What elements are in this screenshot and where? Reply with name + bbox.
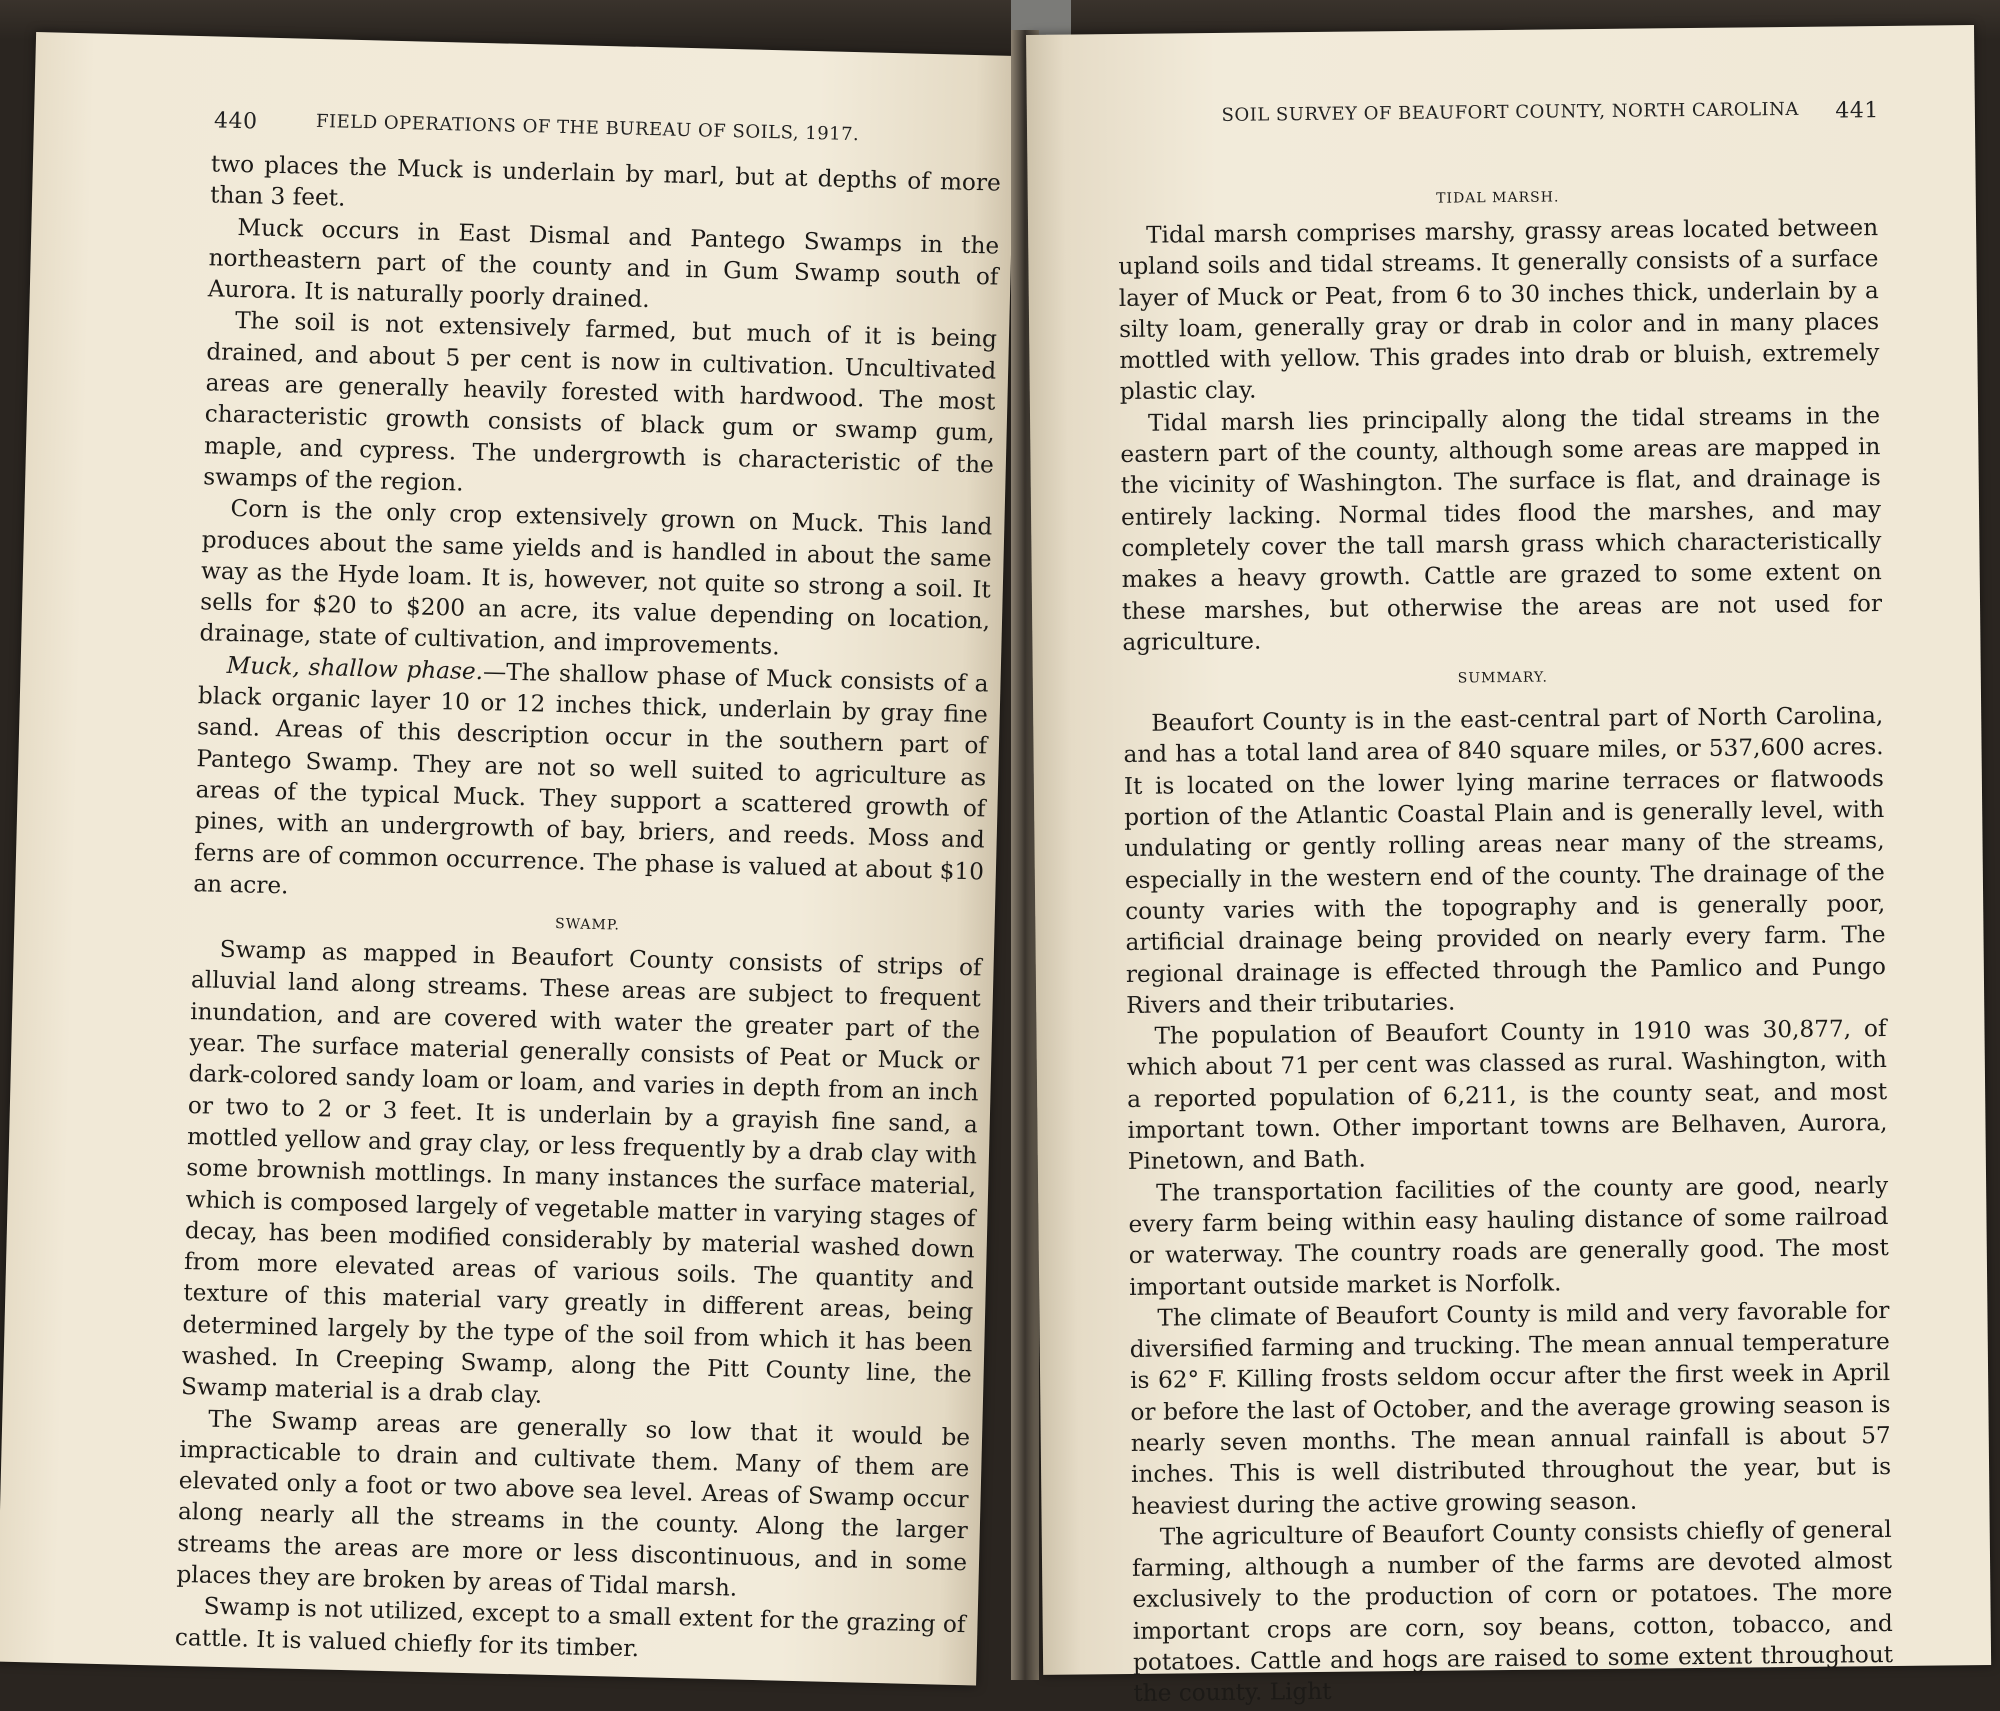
right-page-header [1027, 97, 1975, 137]
right-page-body [1118, 184, 1894, 1710]
paragraph: The climate of Beaufort County is mild and very favorable for diversified farming and trucking. The mean annual temperature is 62° F. Killing frosts seldom occur after the first week in April or before the last of October, and the average growing season is nearly seven months. The mean annual rainfall is about 57 inches. This is well distributed throughout the year, but is heaviest during the active growing season. [1129, 1296, 1892, 1520]
section-heading-swamp: SWAMP. [554, 916, 621, 934]
paragraph: The agriculture of Beaufort County consists chiefly of general farming, although a number of the farms are devoted almost exclusively to the production of corn or potatoes. The more important crops are corn, soy beans, cotton, tobacco, and potatoes. Cattle and hogs are raised to some extent throughout the county. Light [1131, 1515, 1894, 1708]
running-head-right: SOIL SURVEY OF BEAUFORT COUNTY, NORTH CAROLINA [1221, 98, 1799, 126]
paragraph: The transportation facilities of the county are good, nearly every farm being within easy hauling distance of some railroad or waterway. The country roads are generally good. The most important outside market is Norfolk. [1128, 1171, 1889, 1301]
paragraph: Beaufort County is in the east-central part of North Carolina, and has a total land area of 840 square miles, or 537,600 acres. It is located on the lower lying marine terraces or flatwoods portion of the Atlantic Coastal Plain and is generally level, with undulating or gently rolling areas near many of the streams, especially in the western end of the county. The drainage of the county varies with the topography and is generally poor, artificial drainage being provided on nearly every farm. The regional drainage is effected through the Pamlico and Pungo Rivers and their tributaries. [1123, 702, 1886, 1019]
paragraph: Tidal marsh lies principally along the tidal streams in the eastern part of the county, although some areas are mapped in the vicinity of Washington. The surface is flat, and drainage is entirely lacking. Normal tides flood the marshes, and may completely cover the tall marsh grass which characteristically makes a heavy growth. Cattle are grazed to some extent on these marshes, but otherwise the areas are not used for agriculture. [1120, 401, 1883, 656]
open-book [36, 30, 1974, 1708]
section-heading-summary: SUMMARY. [1457, 669, 1548, 687]
section-heading-tidal-marsh: TIDAL MARSH. [1436, 189, 1560, 207]
left-page [0, 32, 1016, 1685]
page-number-left: 440 [213, 108, 258, 135]
paragraph: Corn is the only crop extensively grown on Muck. This land produces about the same yields and is handled in about the same way as the Hyde loam. It is, however, not quite so strong a soil. It sells for $20 to $200 an acre, its value depending on location, drainage, state of cultivation, and improvements. [199, 495, 993, 661]
right-page [1026, 25, 1991, 1708]
page-number-right: 441 [1835, 98, 1879, 124]
paragraph: Swamp as mapped in Beaufort County consists of strips of alluvial land along streams. These areas are subject to frequent inundation, and are covered with water the greater part of the year. The surface material generally consists of Peat or Muck or dark-colored sandy loam or loam, and varies in depth from an inch or two to 2 or 3 feet. It is underlain by a grayish fine sand, a mottled yellow and gray clay, or less frequently by a drab clay with some brownish mottlings. In many instances the surface material, which is composed largely of vegetable matter in varying stages of decay, has been modified considerably by material washed down from more elevated areas of various soils. The quantity and texture of this material vary greatly in different areas, being determined largely by the type of the soil from which it has been washed. In Creeping Swamp, along the Pitt County line, the Swamp material is a drab clay. [180, 935, 982, 1410]
paragraph: Swamp is not utilized, except to a small extent for the grazing of cattle. It is valued chiefly for its timber. [174, 1592, 966, 1662]
paragraph: The Swamp areas are generally so low that it would be impracticable to drain and cultivate them. Many of them are elevated only a foot or two above sea level. Areas of Swamp occur along nearly all the streams in the county. Along the larger streams the areas are more or less discontinuous, and in some places they are broken by areas of Tidal marsh. [176, 1405, 971, 1602]
paragraph: Tidal marsh comprises marshy, grassy areas located between upland soils and tidal streams. It generally consists of a surface layer of Muck or Peat, from 6 to 30 inches thick, underlain by a silty loam, generally gray or drab in color and in many places mottled with yellow. This grades into drab or bluish, extremely plastic clay. [1118, 214, 1880, 406]
paragraph: The population of Beaufort County in 1910 was 30,877, of which about 71 per cent was classed as rural. Washington, with a reported population of 6,211, is the county seat, and most important town. Other important towns are Belhaven, Aurora, Pinetown, and Bath. [1126, 1015, 1888, 1176]
paragraph: The soil is not extensively farmed, but much of it is being drained, and about 5 per cent is now in cultivation. Uncultivated areas are generally heavily forested with hardwood. The most characteristic growth consists of black gum or swamp gum, maple, and cypress. The undergrowth is characteristic of the swamps of the region. [203, 307, 998, 497]
left-page-body [175, 148, 1002, 1672]
shallow-phase-text: —The shallow phase of Muck consists of a black organic layer 10 or 12 inches thick, underlain by gray fine sand. Areas of this description occur in the southern part of Pantego Swamp. They are not so well suited to agriculture as areas of the typical Muck. They support a scattered growth of pines, with an undergrowth of bay, briers, and reeds. Moss and ferns are of common occurrence. The phase is valued at about $10 an acre. [193, 657, 989, 900]
paragraph-shallow-phase [193, 649, 989, 919]
shallow-phase-label: Muck, shallow phase. [226, 651, 484, 685]
running-head-left: FIELD OPERATIONS OF THE BUREAU OF SOILS, 1917. [315, 110, 860, 146]
left-page-header [34, 104, 1014, 158]
paragraph: two places the Muck is underlain by marl, but at depths of more than 3 feet. [209, 150, 1002, 212]
paragraph: Muck occurs in East Dismal and Pantego Swamps in the northeastern part of the county and in Gum Swamp south of Aurora. It is naturally poorly drained. [207, 213, 1000, 314]
